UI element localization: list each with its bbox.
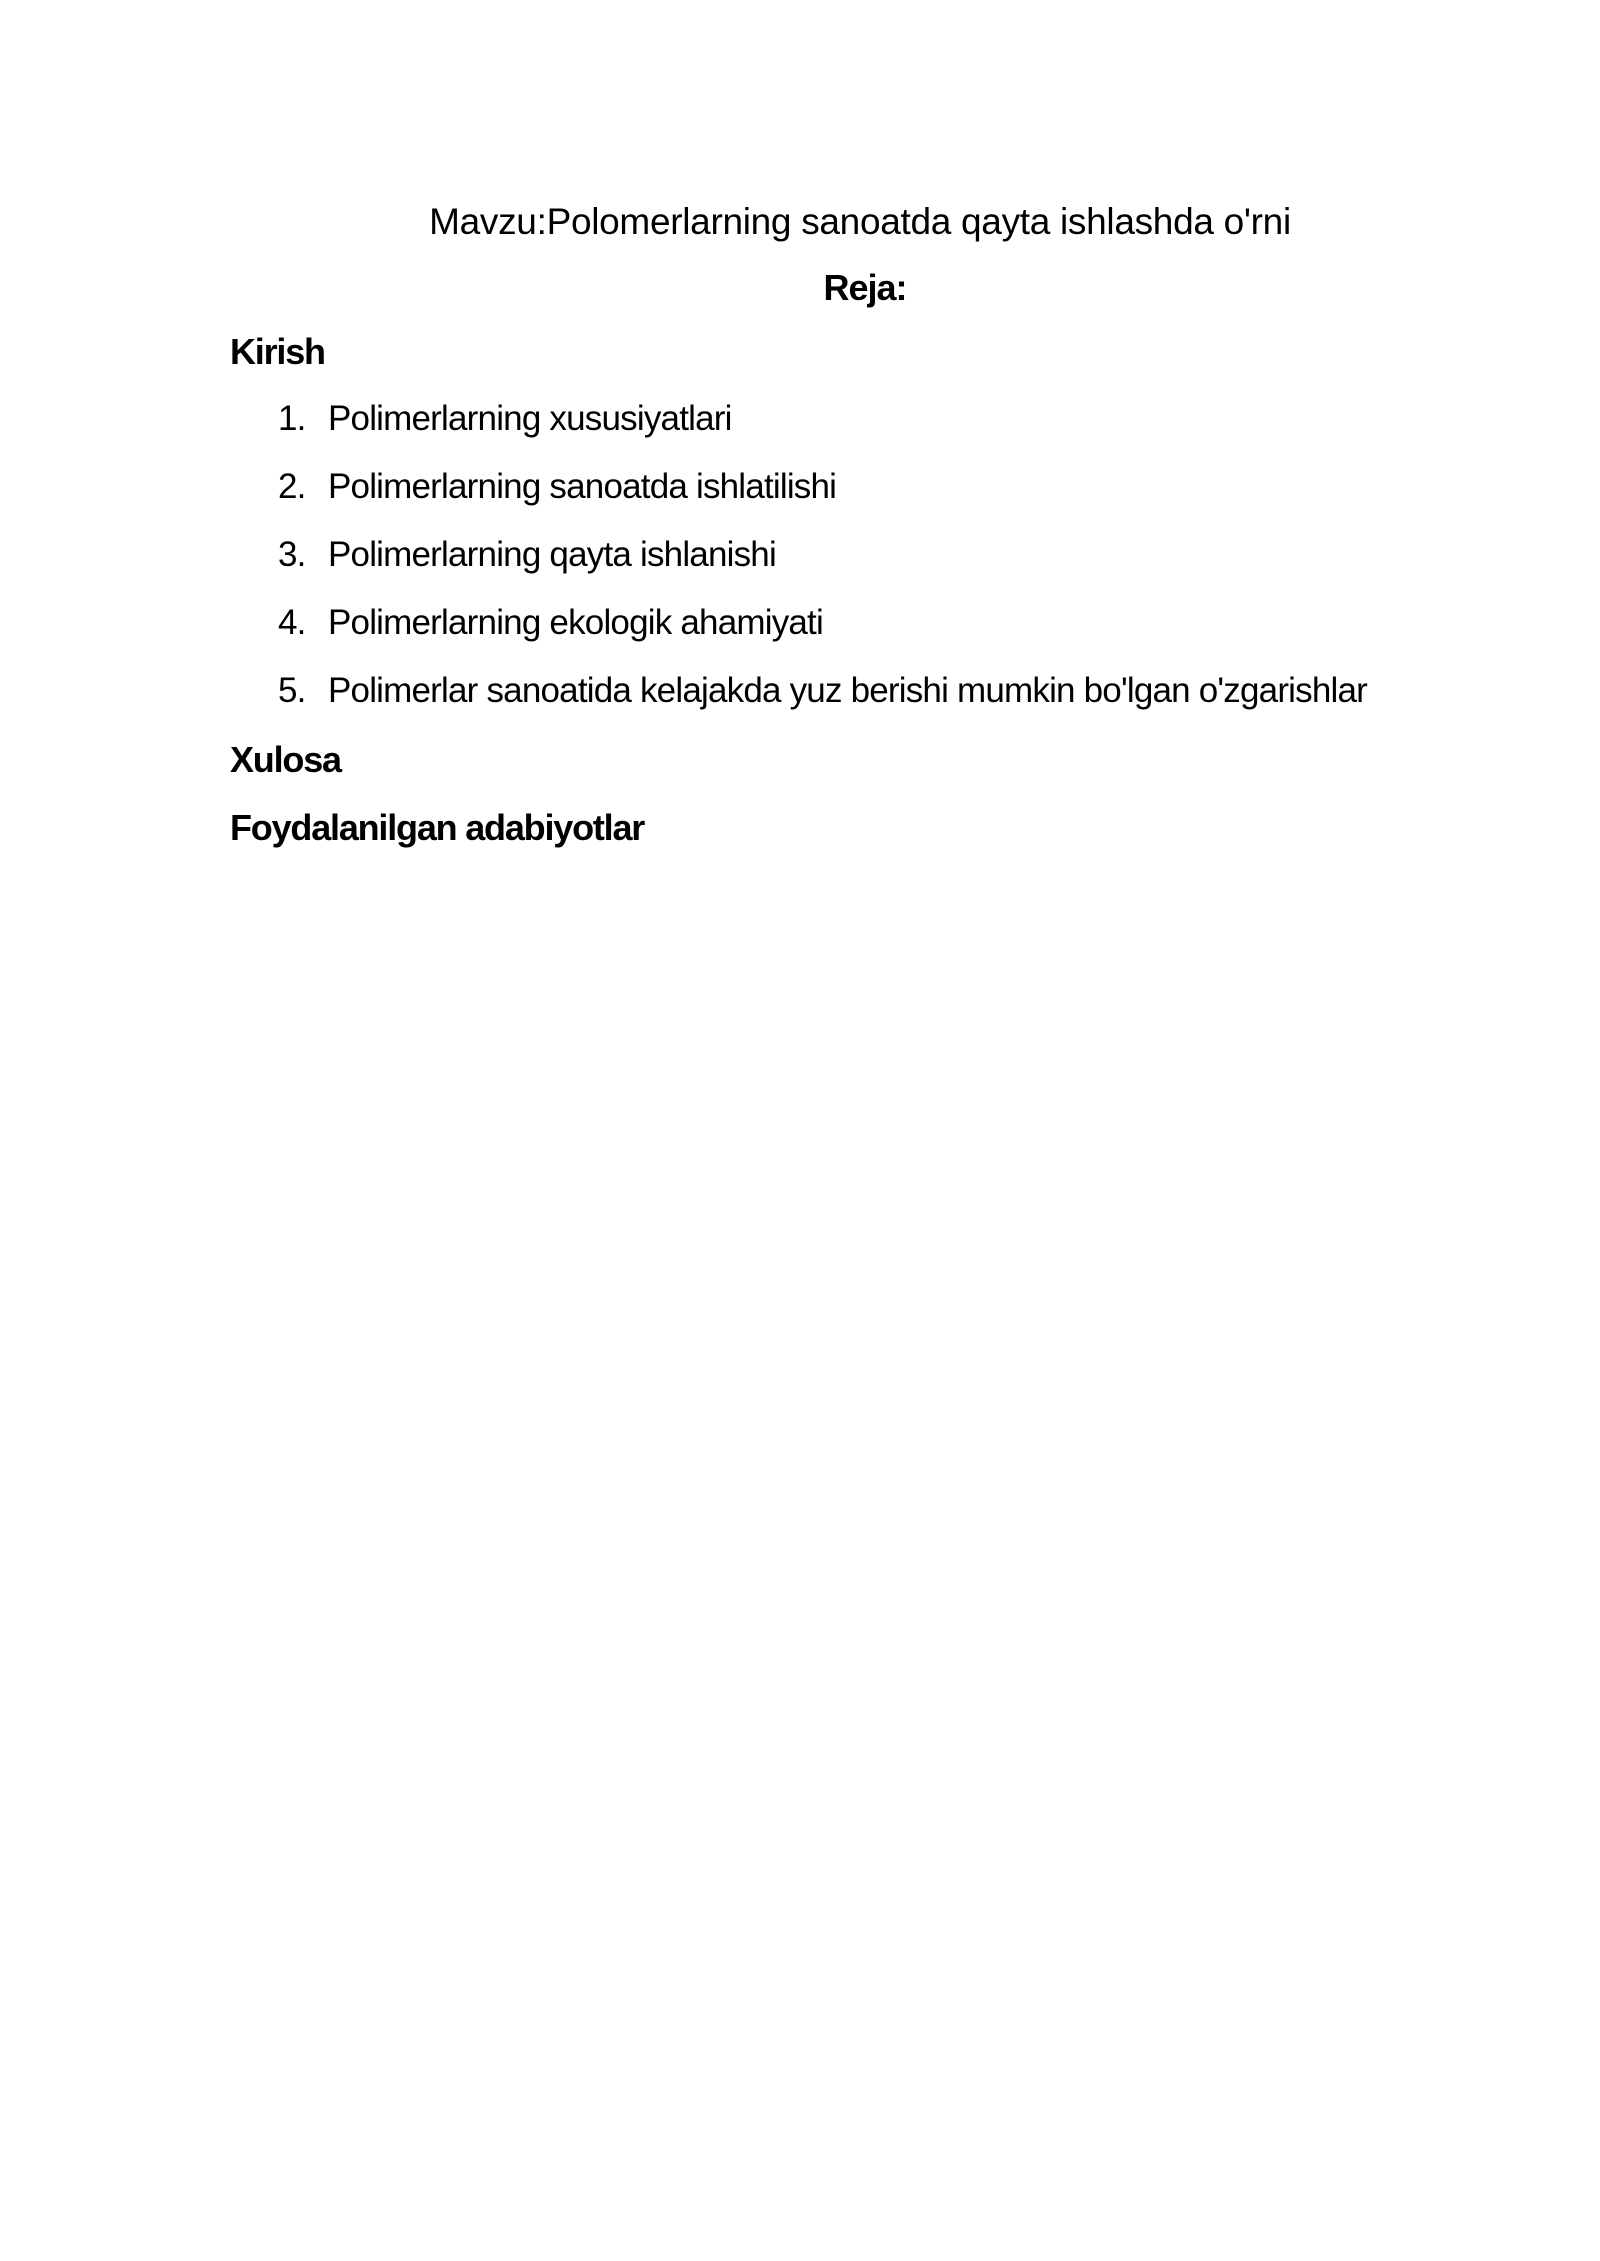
plan-item-number: 5. bbox=[278, 671, 306, 710]
plan-item-number: 1. bbox=[278, 399, 306, 438]
section-conclusion: Xulosa bbox=[230, 739, 341, 780]
plan-item-text: Polimerlarning xususiyatlari bbox=[328, 399, 732, 438]
plan-item-text: Polimerlarning qayta ishlanishi bbox=[328, 535, 776, 574]
plan-item-number: 2. bbox=[278, 467, 306, 506]
document-title: Mavzu:Polomerlarning sanoatda qayta ishlashda o'rni bbox=[429, 201, 1291, 242]
plan-heading: Reja: bbox=[823, 267, 907, 308]
plan-item-number: 4. bbox=[278, 603, 306, 642]
section-references: Foydalanilgan adabiyotlar bbox=[230, 807, 645, 848]
section-introduction: Kirish bbox=[230, 331, 325, 372]
plan-item-text: Polimerlar sanoatida kelajakda yuz berishi mumkin bo'lgan o'zgarishlar bbox=[328, 671, 1368, 710]
plan-item-number: 3. bbox=[278, 535, 306, 574]
plan-item-text: Polimerlarning sanoatda ishlatilishi bbox=[328, 467, 837, 506]
plan-item-text: Polimerlarning ekologik ahamiyati bbox=[328, 603, 823, 642]
